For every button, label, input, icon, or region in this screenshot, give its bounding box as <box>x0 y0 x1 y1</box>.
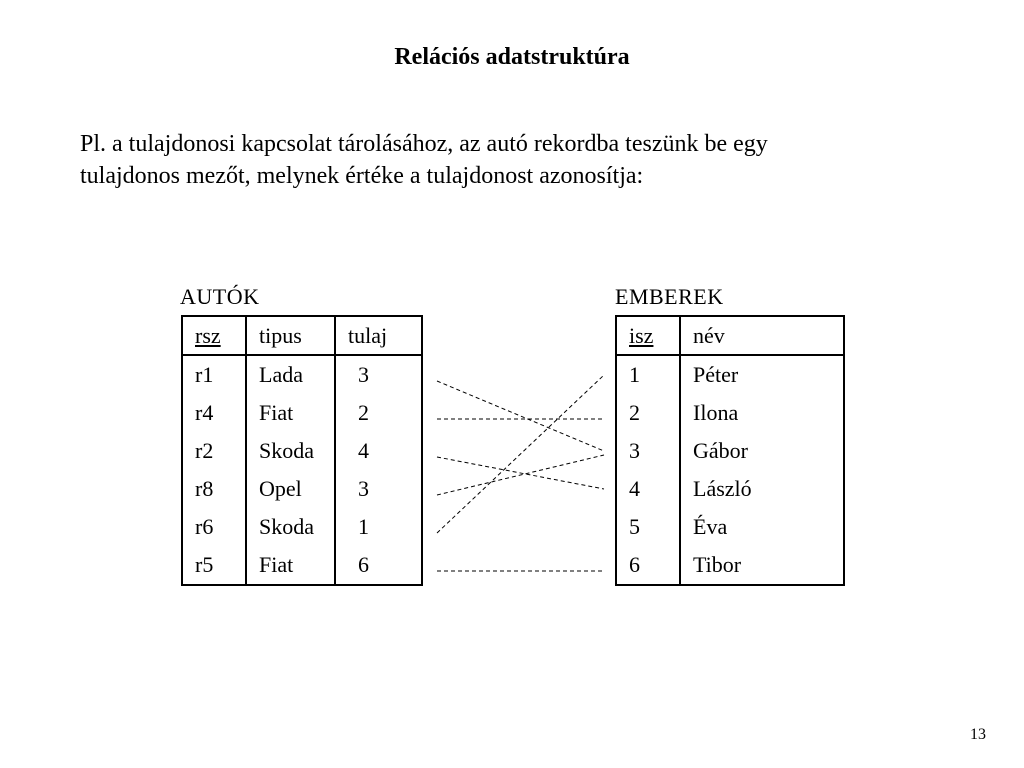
autok-cell: 2 <box>358 400 369 425</box>
emberek-cell: Gábor <box>693 438 748 463</box>
autok-cell: r6 <box>182 508 246 546</box>
relation-link-line <box>437 457 604 489</box>
relation-link-line <box>437 375 604 533</box>
autok-cell: r4 <box>182 394 246 432</box>
autok-cell: Fiat <box>246 546 335 585</box>
autok-header-rsz: rsz <box>182 316 246 355</box>
autok-header-tulaj: tulaj <box>335 316 422 355</box>
emberek-cell: 5 <box>616 508 680 546</box>
autok-cell: r2 <box>182 432 246 470</box>
slide-title: Relációs adatstruktúra <box>394 44 630 70</box>
paragraph-line-2: tulajdonos mezőt, melynek értéke a tulajdonost azonosítja: <box>80 163 644 189</box>
page-number: 13 <box>970 726 986 743</box>
emberek-cell: 4 <box>616 470 680 508</box>
autok-cell: Skoda <box>246 432 335 470</box>
autok-cell: 3 <box>358 362 369 387</box>
relation-link-line <box>437 455 604 495</box>
emberek-header-nev: név <box>680 316 844 355</box>
paragraph-line-1: Pl. a tulajdonosi kapcsolat tárolásához, az autó rekordba teszünk be egy <box>80 131 768 157</box>
emberek-cell: Péter <box>693 362 739 387</box>
emberek-cell: 1 <box>616 355 680 394</box>
autok-cell: Fiat <box>246 394 335 432</box>
emberek-cell: 3 <box>616 432 680 470</box>
emberek-cell: Ilona <box>693 400 739 425</box>
autok-cell: Skoda <box>246 508 335 546</box>
autok-cell: r5 <box>182 546 246 585</box>
autok-cell: 1 <box>358 514 369 539</box>
autok-cell: r8 <box>182 470 246 508</box>
autok-header-tipus: tipus <box>246 316 335 355</box>
emberek-header-isz: isz <box>616 316 680 355</box>
emberek-cell: Éva <box>693 514 728 539</box>
emberek-cell: László <box>693 476 752 501</box>
emberek-table-caption: EMBEREK <box>615 284 724 309</box>
autok-cell: 3 <box>358 476 369 501</box>
autok-table-caption: AUTÓK <box>180 284 260 309</box>
emberek-cell: Tibor <box>693 552 742 577</box>
autok-cell: Lada <box>246 355 335 394</box>
emberek-cell: 2 <box>616 394 680 432</box>
autok-cell: 4 <box>358 438 369 463</box>
emberek-cell: 6 <box>616 546 680 585</box>
relation-link-line <box>437 381 604 451</box>
autok-cell: r1 <box>182 355 246 394</box>
autok-cell: 6 <box>358 552 369 577</box>
autok-cell: Opel <box>246 470 335 508</box>
